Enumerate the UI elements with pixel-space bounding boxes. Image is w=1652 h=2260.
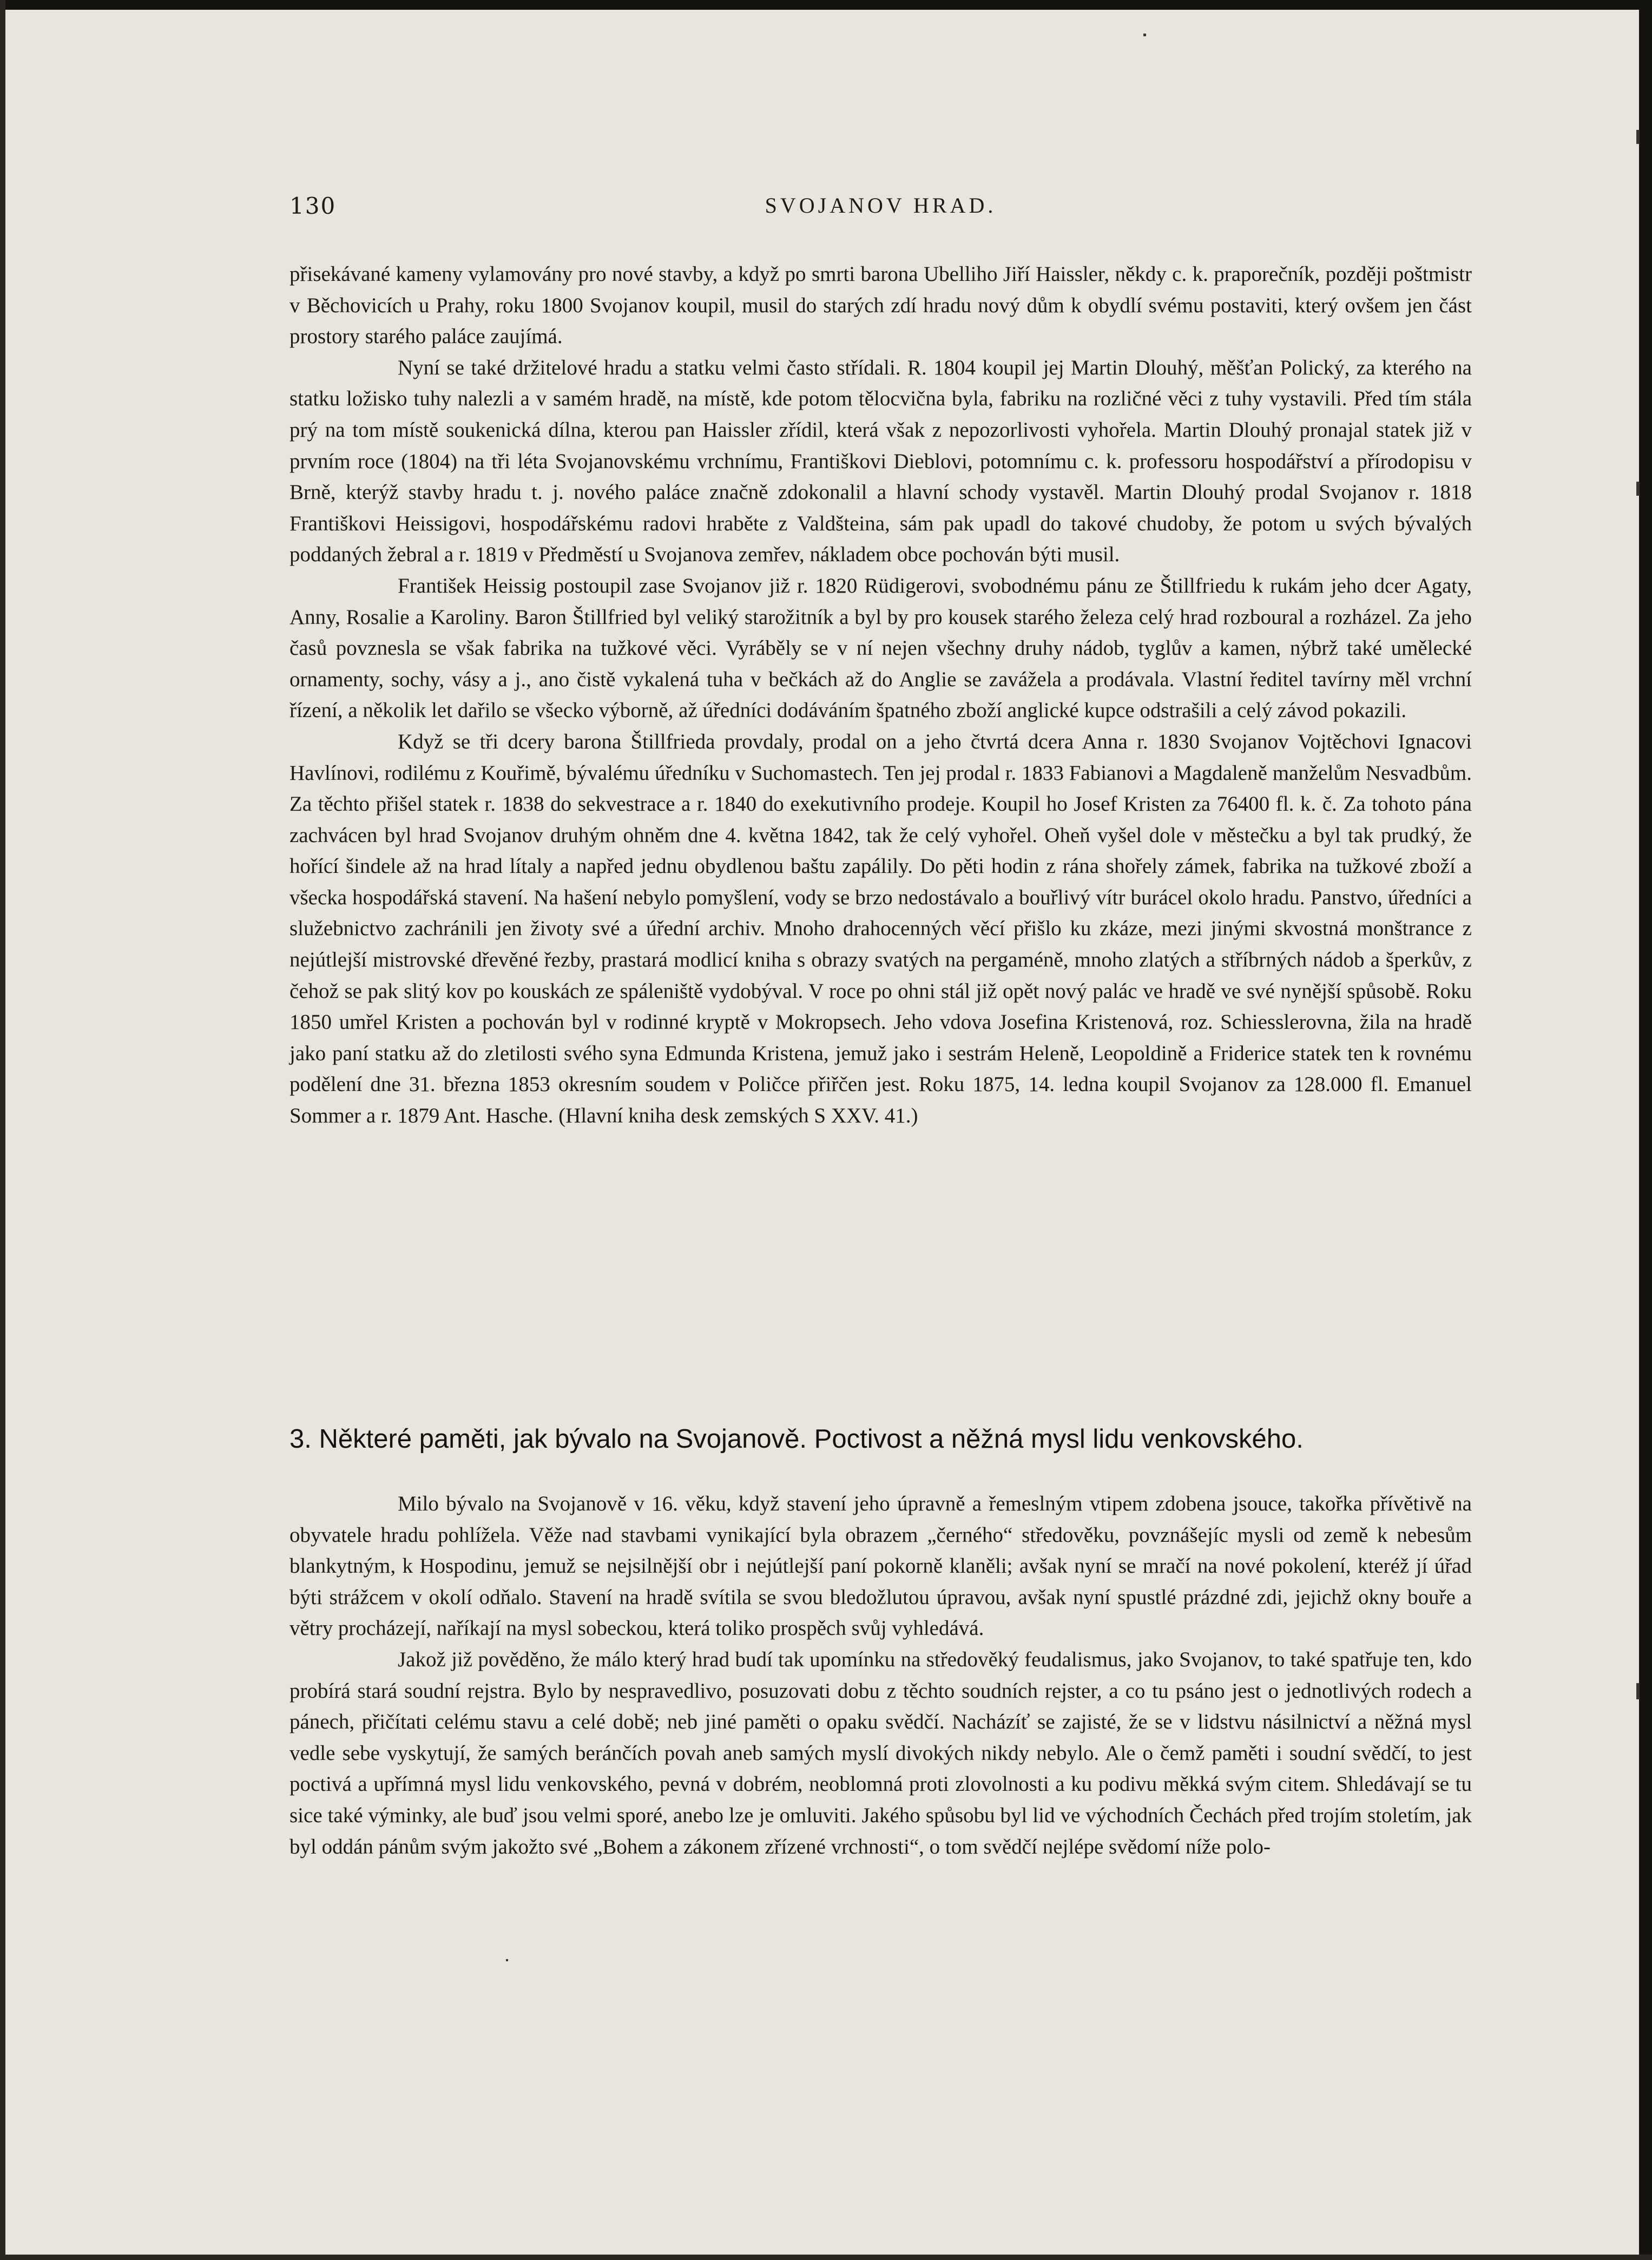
section-paragraph: Milo bývalo na Svojanově v 16. věku, když stavení jeho úpravně a řemeslným vtipem zdobena jsouce, takořka přívětivě na obyvatele hradu pohlížela. Věže nad stavbami vynikající byla obrazem „černého“ středověku, povznášejíc mysli od země k nebesům blankytným, k Hospodinu, jemuž se nejsilnější obr i nejútlejší paní pokorně klaněli; avšak nyní se mračí na nové pokolení, kteréž jí úřad býti strážcem v okolí odňalo. Stavení na hradě svítila se svou bledožlutou úpravou, avšak nyní spustlé prázdné zdi, jejichž okny bouře a větry procházejí, naříkají na mysl sobeckou, která toliko prospěch svůj vyhledává. (289, 1492, 1472, 1640)
body-paragraph: přisekávané kameny vylamovány pro nové stavby, a když po smrti barona Ubelliho Jiří Haissler, někdy c. k. praporečník, později poštmistr v Běchovicích u Prahy, roku 1800 Svojanov koupil, musil do starých zdí hradu nový dům k obydlí svému postaviti, který ovšem jen část prostory starého paláce zaujímá. (289, 262, 1472, 349)
scan-border-bottom (0, 2255, 1652, 2260)
body-paragraph: Nyní se také držitelové hradu a statku velmi často střídali. R. 1804 koupil jej Martin Dlouhý, měšťan Polický, za kterého na statku ložisko tuhy nalezli a v samém hradě, na místě, kde potom tělocvična byla, fabriku na rozličné věci z tuhy vystavili. Před tím stála prý na tom místě soukenická dílna, kterou pan Haissler zřídil, která však z nepozorlivosti vyhořela. Martin Dlouhý pronajal statek již v prvním roce (1804) na tři léta Svojanovskému vrchnímu, Františkovi Dieblovi, potomnímu c. k. professoru hospodářství a přírodopisu v Brně, kterýž stavby hradu t. j. nového paláce značně zdokonalil a hlavní schody vystavěl. Martin Dlouhý prodal Svojanov r. 1818 Františkovi Heissigovi, hospodářskému radovi hraběte z Valdšteina, sám pak upadl do takové chudoby, že potom u svých bývalých poddaných žebral a r. 1819 v Předměstí u Svojanova zemřev, nákladem obce pochován býti musil. (289, 356, 1472, 567)
body-paragraph: Když se tři dcery barona Štillfrieda provdaly, prodal on a jeho čtvrtá dcera Anna r. 1830 Svojanov Vojtěchovi Ignacovi Havlínovi, rodilému z Kouřimě, bývalému úředníku v Suchomastech. Ten jej prodal r. 1833 Fabianovi a Magdaleně manželům Nesvadbům. Za těchto přišel statek r. 1838 do sekvestrace a r. 1840 do exekutivního prodeje. Koupil ho Josef Kristen za 76400 fl. k. č. Za tohoto pána zachvácen byl hrad Svojanov druhým ohněm dne 4. května 1842, tak že celý vyhořel. Oheň vyšel dole v městečku a byl tak prudký, že hořící šindele až na hrad lítaly a napřed jednu obydlenou baštu zapálily. Do pěti hodin z rána shořely zámek, fabrika na tužkové zboží a všecka hospodářská stavení. Na hašení nebylo pomyšlení, vody se brzo nedostávalo a bouřlivý vítr burácel okolo hradu. Panstvo, úředníci a služebnictvo zachránili jen životy své a úřední archiv. Mnoho drahocenných věcí přišlo ku zkáze, mezi jinými skvostná monštrance z nejútlejší mistrovské dřevěné řezby, prastará modlicí kniha s obrazy svatých na pergaméně, mnoho zlatých a stříbrných nádob a šperkův, z čehož se pak slitý kov po kouskách ze spáleniště vydobýval. V roce po ohni stál již opět nový palác ve hradě ve své nynější spůsobě. Roku 1850 umřel Kristen a pochován byl v rodinné kryptě v Mokropsech. Jeho vdova Josefina Kristenová, roz. Schiesslerovna, žila na hradě jako paní statku až do zletilosti svého syna Edmunda Kristena, jemuž jako i sestrám Heleně, Leopoldině a Friderice statek ten k rovnému podělení dne 31. března 1853 okresním soudem v Poličce přiřčen jest. Roku 1875, 14. ledna koupil Svojanov za 128.000 fl. Emanuel Sommer a r. 1879 Ant. Hasche. (Hlavní kniha desk zemských S XXV. 41.) (289, 730, 1472, 1128)
running-head (289, 193, 1472, 225)
section-paragraph: Jakož již pověděno, že málo který hrad budí tak upomínku na středověký feudalismus, jako Svojanov, to také spatřuje ten, kdo probírá stará soudní rejstra. Bylo by nespravedlivo, posuzovati dobu z těchto soudních rejster, a co tu psáno jest o jednotlivých rodech a pánech, přičítati celému stavu a celé době; neb jiné paměti o opaku svědčí. Nacházíť se zajisté, že se v lidstvu násilnictví a něžná mysl vedle sebe vyskytují, že samých beránčích povah aneb samých myslí divokých nikdy nebylo. Ale o čemž paměti i soudní svědčí, to jest poctivá a upřímná mysl lidu venkovského, pevná v dobrém, neoblomná proti zlovolnosti a ku podivu měkká svým citem. Shledávají se tu sice také výminky, ale buď jsou velmi sporé, anebo lze je omluviti. Jakého spůsobu byl lid ve východních Čechách před trojím stoletím, jak byl oddán pánům svým jakožto své „Bohem a zákonem zřízené vrchnosti“, o tom svědčí nejlépe svědomí níže polo- (289, 1647, 1472, 1858)
scan-border-top (0, 0, 1652, 10)
body-paragraph: František Heissig postoupil zase Svojanov již r. 1820 Rüdigerovi, svobodnému pánu ze Štillfriedu k rukám jeho dcer Agaty, Anny, Rosalie a Karoliny. Baron Štillfried byl veliký starožitník a byl by pro kousek starého železa celý hrad rozboural a rozházel. Za jeho časů povznesla se však fabrika na tužkové věci. Vyráběly se v ní nejen všechny druhy nádob, tyglův a kamen, nýbrž také umělecké ornamenty, sochy, vásy a j., ano čistě vykalená tuha v bečkách až do Anglie se zavážela a prodávala. Vlastní ředitel tavírny měl vrchní řízení, a několik let dařilo se všecko výborně, až úředníci dodáváním špatného zboží anglické kupce odstrašili a celý závod pokazili. (289, 574, 1472, 722)
scan-speck (1143, 34, 1146, 36)
binding-mark (1636, 1683, 1640, 1699)
section-text (289, 1488, 1472, 1862)
scan-border-right (1639, 0, 1652, 2260)
section-heading: 3. Některé paměti, jak bývalo na Svojanově. Poctivost a něžná mysl lidu venkovského. (289, 1424, 1304, 1454)
page-number: 130 (289, 193, 337, 219)
scan-speck (506, 1959, 508, 1961)
page-header-title: SVOJANOV HRAD. (765, 193, 997, 218)
body-text (289, 259, 1472, 1132)
binding-mark (1636, 130, 1640, 144)
binding-mark (1636, 482, 1640, 496)
scan-border-left (0, 0, 5, 2260)
